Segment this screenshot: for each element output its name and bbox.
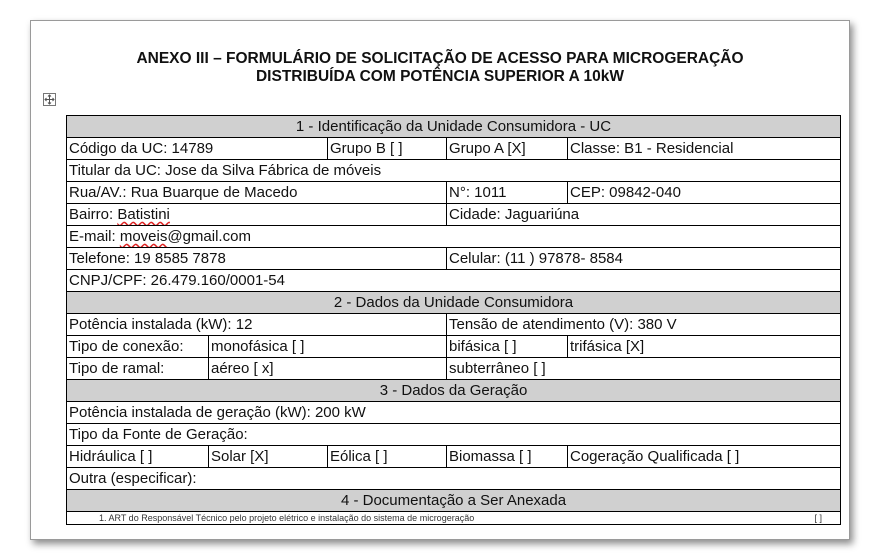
- table-row: [67, 248, 841, 270]
- cogeracao-option[interactable]: Cogeração Qualificada [ ]: [568, 446, 841, 468]
- trifasica-option[interactable]: trifásica [X]: [568, 336, 841, 358]
- table-row: [67, 336, 841, 358]
- table-row: [67, 314, 841, 336]
- monofasica-option[interactable]: monofásica [ ]: [209, 336, 447, 358]
- section-2-header-row: [67, 292, 841, 314]
- outra-field[interactable]: Outra (especificar):: [67, 468, 841, 490]
- table-row: [67, 402, 841, 424]
- tensao-field[interactable]: Tensão de atendimento (V): 380 V: [447, 314, 841, 336]
- section-1-header: 1 - Identificação da Unidade Consumidora - UC: [67, 116, 841, 138]
- cnpj-field[interactable]: CNPJ/CPF: 26.479.160/0001-54: [67, 270, 841, 292]
- tipo-fonte-label: Tipo da Fonte de Geração:: [67, 424, 841, 446]
- hidraulica-option[interactable]: Hidráulica [ ]: [67, 446, 209, 468]
- numero-field[interactable]: N°: 1011: [447, 182, 568, 204]
- section-2-header: 2 - Dados da Unidade Consumidora: [67, 292, 841, 314]
- tipo-ramal-label: Tipo de ramal:: [67, 358, 209, 380]
- move-handle-icon[interactable]: [43, 93, 56, 106]
- title-line-2: DISTRIBUÍDA COM POTÊNCIA SUPERIOR A 10kW: [255, 68, 624, 85]
- bairro-value: Batistini: [117, 206, 170, 223]
- doc-item-1-checkbox[interactable]: [ ]: [814, 513, 823, 523]
- table-row: [67, 160, 841, 182]
- bairro-field[interactable]: [67, 204, 447, 226]
- table-row: [67, 226, 841, 248]
- table-row: [67, 468, 841, 490]
- tipo-conexao-label: Tipo de conexão:: [67, 336, 209, 358]
- email-domain: @gmail.com: [167, 228, 251, 245]
- email-user: moveis: [119, 228, 168, 245]
- document-page: [30, 20, 850, 540]
- table-row: [67, 512, 841, 525]
- grupo-b-field[interactable]: Grupo B [ ]: [328, 138, 447, 160]
- table-row: [67, 424, 841, 446]
- cidade-field[interactable]: Cidade: Jaguariúna: [447, 204, 841, 226]
- table-row: [67, 182, 841, 204]
- subterraneo-option[interactable]: subterrâneo [ ]: [447, 358, 841, 380]
- telefone-field[interactable]: Telefone: 19 8585 7878: [67, 248, 447, 270]
- doc-item-1-text: 1. ART do Responsável Técnico pelo projeto elétrico e instalação do sistema de microgeração: [99, 513, 475, 523]
- codigo-uc-field[interactable]: Código da UC: 14789: [67, 138, 328, 160]
- doc-item-1[interactable]: [67, 512, 841, 525]
- potencia-field[interactable]: Potência instalada (kW): 12: [67, 314, 447, 336]
- bifasica-option[interactable]: bifásica [ ]: [447, 336, 568, 358]
- section-1-header-row: [67, 116, 841, 138]
- section-3-header: 3 - Dados da Geração: [67, 380, 841, 402]
- table-row: [67, 270, 841, 292]
- table-row: [67, 138, 841, 160]
- classe-field[interactable]: Classe: B1 - Residencial: [568, 138, 841, 160]
- bairro-label: Bairro:: [69, 206, 118, 223]
- aereo-option[interactable]: aéreo [ x]: [209, 358, 447, 380]
- section-3-header-row: [67, 380, 841, 402]
- celular-field[interactable]: Celular: (11 ) 97878- 8584: [447, 248, 841, 270]
- potencia-geracao-field[interactable]: Potência instalada de geração (kW): 200 kW: [67, 402, 841, 424]
- email-label: E-mail:: [69, 228, 120, 245]
- email-field[interactable]: [67, 226, 841, 248]
- grupo-a-field[interactable]: Grupo A [X]: [447, 138, 568, 160]
- table-row: [67, 358, 841, 380]
- titular-field[interactable]: Titular da UC: Jose da Silva Fábrica de móveis: [67, 160, 841, 182]
- table-row: [67, 446, 841, 468]
- eolica-option[interactable]: Eólica [ ]: [328, 446, 447, 468]
- title-line-1: ANEXO III – FORMULÁRIO DE SOLICITAÇÃO DE ACESSO PARA MICROGERAÇÃO: [136, 50, 744, 67]
- biomassa-option[interactable]: Biomassa [ ]: [447, 446, 568, 468]
- section-4-header: 4 - Documentação a Ser Anexada: [67, 490, 841, 512]
- document-title: [31, 50, 849, 86]
- cep-field[interactable]: CEP: 09842-040: [568, 182, 841, 204]
- rua-field[interactable]: Rua/AV.: Rua Buarque de Macedo: [67, 182, 447, 204]
- request-form-table: [66, 115, 841, 525]
- table-row: [67, 204, 841, 226]
- section-4-header-row: [67, 490, 841, 512]
- solar-option[interactable]: Solar [X]: [209, 446, 328, 468]
